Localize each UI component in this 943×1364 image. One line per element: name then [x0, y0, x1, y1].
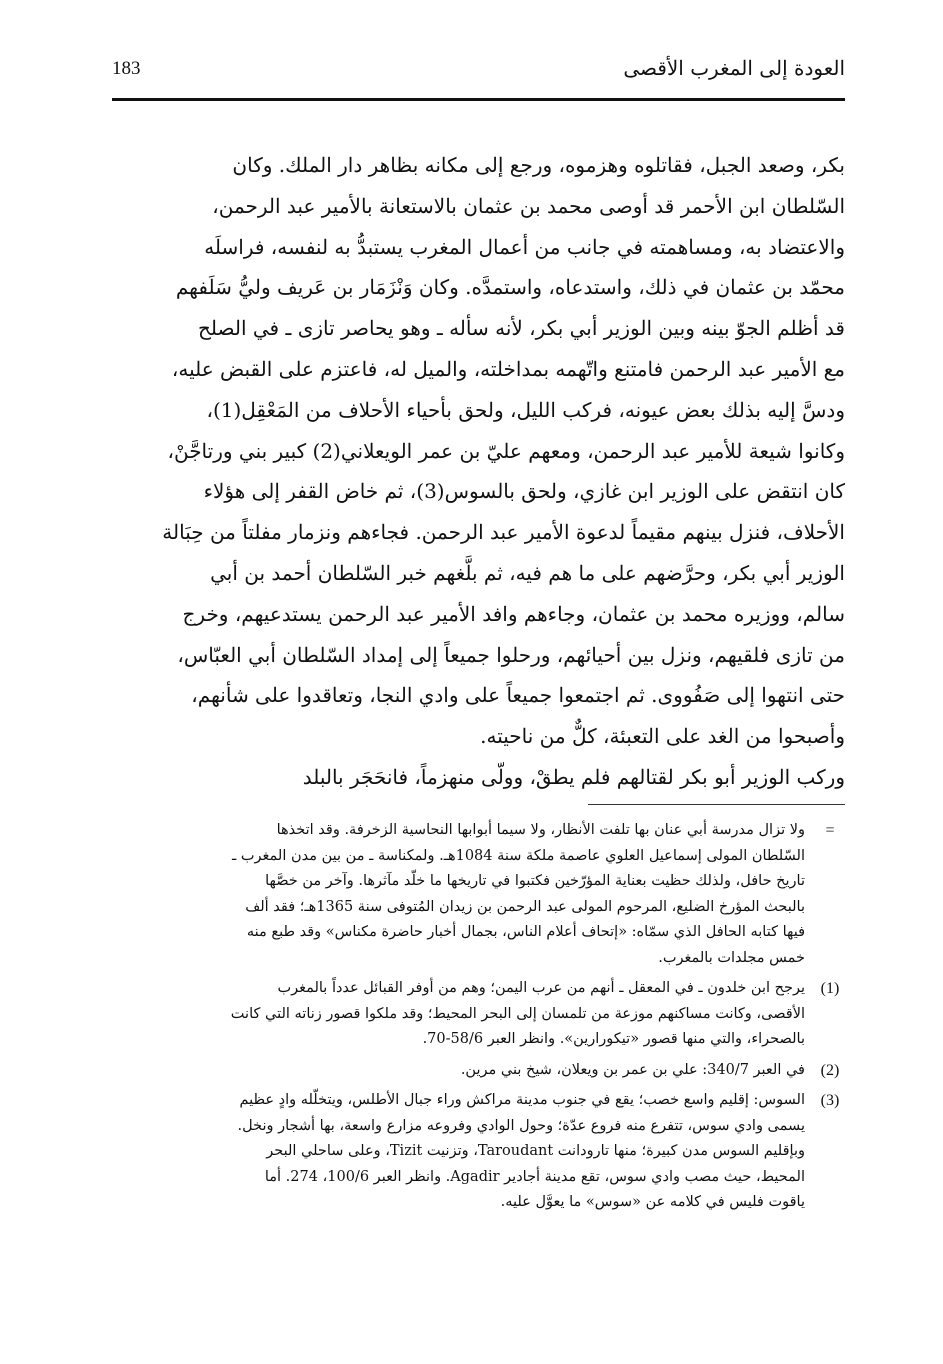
text-line: بكر، وصعد الجبل، فقاتلوه وهزموه، ورجع إلى مكانه بظاهر دار الملك. وكان: [232, 153, 845, 177]
footnote-line: تاريخ حافل، ولذلك حظيت بعناية المؤرّخين فكتبوا في تاريخها ما خلَّد مآثرها. وآخر من خصَّها: [265, 873, 805, 889]
footnote-line: في العبر 340/7: علي بن عمر بن ويعلان، شيخ بني مرين.: [460, 1061, 805, 1078]
text-line: السّلطان ابن الأحمر قد أوصى محمد بن عثمان بالاستعانة بالأمير عبد الرحمن،: [212, 193, 845, 218]
text-line: من تازى فلقيهم، ونزل بين أحيائهم، ورحلوا جميعاً إلى إمداد السّلطان أبي العبّاس،: [177, 642, 845, 667]
footnote-marker: (1): [820, 980, 840, 997]
text-line: ودسَّ إليه بذلك بعض عيونه، فركب الليل، ولحق بأحياء الأحلاف من المَعْقِل(1)،: [206, 397, 845, 422]
footnote-line: يرجح ابن خلدون ـ في المعقل ـ أنهم من عرب اليمن؛ وهم من أوفر القبائل عدداً بالمغرب: [277, 980, 805, 996]
text-line: الأحلاف، فنزل بينهم مقيماً لدعوة الأمير عبد الرحمن. فجاءهم ونزمار مفلتاً من حِبَالة: [162, 520, 845, 545]
footnotes: [112, 818, 845, 1221]
footnote-continued: [112, 818, 845, 971]
footnote-line: يسمى وادي سوس، تتفرع منه فروع عدّة؛ وحول الوادي وفروعه مزارع واسعة، بها أشجار ونخل.: [237, 1117, 805, 1134]
text-line: قد أظلم الجوّ بينه وبين الوزير أبي بكر، لأنه سأله ـ وهو يحاصر تازى ـ في الصلح: [198, 316, 845, 341]
footnote-separator: [588, 804, 845, 805]
footnote-line: ياقوت فليس في كلامه عن «سوس» ما يعوَّل عليه.: [500, 1194, 805, 1210]
text-line: والاعتضاد به، ومساهمته في جانب من أعمال المغرب يستبدُّ به لنفسه، فراسلَه: [204, 234, 845, 259]
text-line: محمّد بن عثمان في ذلك، واستدعاه، واستمدَّه. وكان وَنْزَمَار بن عَريف وليُّ سَلَفهم: [175, 275, 845, 300]
text-line: حتى انتهوا إلى صَفُووى. ثم اجتمعوا جميعاً على وادي النجا، وتعاقدوا على شأنهم،: [191, 683, 845, 708]
footnote-line: ولا تزال مدرسة أبي عنان بها تلفت الأنظار، ولا سيما أبوابها النحاسية الزخرفة. وقد اتخذها: [276, 822, 805, 838]
text-line: الوزير أبي بكر، وحرَّضهم على ما هم فيه، ثم بلَّغهم خبر السّلطان أحمد بن أبي: [210, 560, 845, 585]
footnote-3: [112, 1088, 845, 1216]
footnote-line: السّلطان المولى إسماعيل العلوي عاصمة ملكة سنة 1084هـ. ولمكناسة ـ من بين مدن المغرب ـ: [232, 847, 805, 864]
footnote-line: خمس مجلدات بالمغرب.: [658, 949, 805, 966]
footnote-line: المحيط، حيث مصب وادي سوس، تقع مدينة أجادير Agadir. وانظر العبر 100/6، 274. أما: [264, 1168, 805, 1185]
text-line: مع الأمير عبد الرحمن فامتنع واتّهمه بمداخلته، والميل له، فاعتزم على القبض عليه،: [171, 356, 845, 381]
footnote-line: بالصحراء، والتي منها قصور «تيكورارين». وانظر العبر 58/6-70.: [422, 1031, 805, 1047]
text-line: وأصبحوا من الغد على التعبئة، كلٌّ من ناحيته.: [480, 724, 845, 749]
footnote-1: [112, 976, 845, 1053]
page-number: 183: [112, 58, 141, 79]
header-rule: [112, 98, 845, 101]
text-line: وركب الوزير أبو بكر لقتالهم فلم يطقْ، وولّى منهزماً، فانحَجَر بالبلد: [302, 764, 845, 789]
footnote-line: السوس: إقليم واسع خصب؛ يقع في جنوب مدينة مراكش وراء جبال الأطلس، ويتخلّله وادٍ عظيم: [239, 1092, 805, 1108]
footnote-line: وبإقليم السوس مدن كبيرة؛ منها تارودانت Taroudant، وتزنيت Tizit، وعلى ساحلي البحر: [266, 1143, 805, 1159]
footnote-2: [112, 1058, 845, 1084]
running-title: العودة إلى المغرب الأقصى: [623, 56, 845, 80]
text-line: سالم، ووزيره محمد بن عثمان، وجاءهم وافد الأمير عبد الرحمن يستدعيهم، وخرج: [182, 601, 845, 626]
footnote-marker: =: [825, 822, 835, 839]
footnote-line: الأقصى، وكانت مساكنهم موزعة من تلمسان إلى البحر المحيط؛ وقد ملكوا قصور زناته التي كانت: [230, 1005, 805, 1022]
text-line: وكانوا شيعة للأمير عبد الرحمن، ومعهم عليّ بن عمر الويعلاني(2) كبير بني ورتاجَّنْ،: [167, 438, 845, 463]
footnote-marker: (3): [820, 1092, 840, 1109]
footnote-line: بالبحث المؤرخ الضليع، المرحوم المولى عبد الرحمن بن زيدان المُتوفى سنة 1365هـ؛ فقد ألف: [245, 898, 805, 915]
text-line: كان انتقض على الوزير ابن غازي، ولحق بالسوس(3)، ثم خاض القفر إلى هؤلاء: [203, 479, 845, 504]
main-text: [112, 145, 845, 798]
footnote-marker: (2): [820, 1061, 840, 1079]
footnote-line: فيها كتابه الحافل الذي سمّاه: «إتحاف أعلام الناس، بجمال أخبار حاضرة مكناس» وقد طبع منه: [246, 924, 805, 940]
page-header: [112, 56, 845, 96]
